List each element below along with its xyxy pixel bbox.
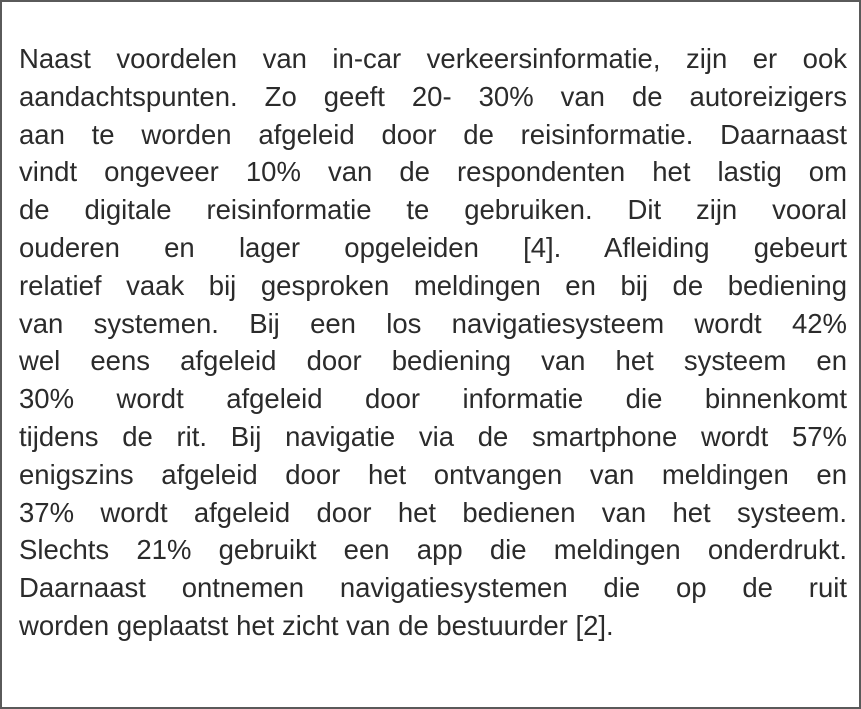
text-line: wel eens afgeleid door bediening van het systeem en: [19, 345, 847, 377]
text-line: enigszins afgeleid door het ontvangen van meldingen en: [19, 458, 847, 490]
text-line: ouderen en lager opgeleiden [4]. Afleiding gebeurt: [19, 231, 847, 263]
text-line: 30% wordt afgeleid door informatie die binnenkomt: [19, 383, 847, 415]
text-line: tijdens de rit. Bij navigatie via de smartphone wordt 57%: [19, 420, 847, 452]
text-line: Naast voordelen van in-car verkeersinformatie, zijn er ook: [19, 43, 847, 74]
text-line: Slechts 21% gebruikt een app die meldingen onderdrukt.: [19, 534, 847, 566]
text-line: aandachtspunten. Zo geeft 20- 30% van de autoreizigers: [19, 80, 847, 112]
text-line: vindt ongeveer 10% van de respondenten het lastig om: [19, 156, 847, 188]
text-line: relatief vaak bij gesproken meldingen en bij de bediening: [19, 269, 847, 301]
text-line: 37% wordt afgeleid door het bedienen van het systeem.: [19, 496, 847, 528]
text-line: worden geplaatst het zicht van de bestuurder [2].: [19, 609, 614, 641]
text-line: van systemen. Bij een los navigatiesysteem wordt 42%: [19, 307, 847, 339]
paragraph: [19, 40, 847, 645]
text-line: Daarnaast ontnemen navigatiesystemen die op de ruit: [19, 572, 847, 604]
text-line: de digitale reisinformatie te gebruiken. Dit zijn vooral: [19, 194, 847, 226]
text-line: aan te worden afgeleid door de reisinformatie. Daarnaast: [19, 118, 847, 150]
